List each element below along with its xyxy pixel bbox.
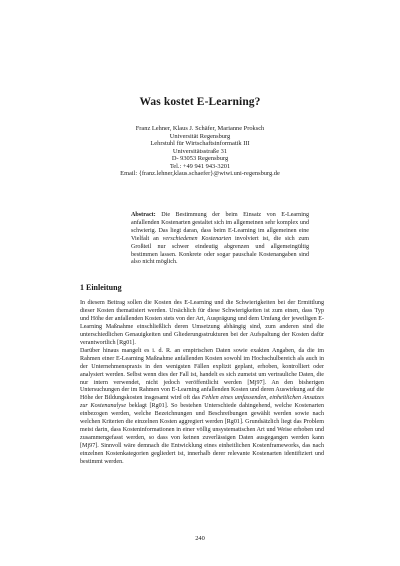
abstract-label: Abstract: (131, 212, 156, 218)
body-text (80, 300, 324, 467)
paragraph-2-emphasis: Fehlen eines umfassenden, einheitlichen Ansatzes zur Kostenanalyse (80, 395, 324, 410)
paragraph-2-start: Darüber hinaus mangelt es i. d. R. an empirischen Daten sowie exakten Angaben, da die im Rahmen einer E-Learning Maßnahme anfallenden Kosten sowohl im Hochschulbereich als auch in der Unternehmenspraxis in den wenigsten Fällen explizit geplant, erhoben, kontrolliert oder analysiert werden. Selbst wenn dies der Fall ist, handelt es sich zumeist um vertrauliche Daten, die nur intern verwendet, nicht jedoch veröffentlicht werden [Mj97]. An den bisherigen Untersuchungen der im Rahmen von E-Learning anfallenden Kosten und deren Auswirkung auf die Höhe der Bildungskosten insgesamt wird oft das (80, 347, 324, 402)
author-block (0, 125, 400, 178)
paper-title: Was kostet E-Learning? (139, 96, 261, 108)
abstract (131, 212, 309, 267)
author-email: Email: {franz.lehner,klaus.schaefer}@wiwi.uni-regensburg.de (120, 170, 280, 177)
author-city: D- 93053 Regensburg (171, 155, 229, 162)
paragraph-2 (80, 348, 324, 467)
abstract-text-start: Die Bestimmung der beim Einsatz von E-Learning anfallenden Kostenarten gestaltet sich im allgemeinen sehr komplex und schwierig. Das liegt daran, dass beim E-Learning im allgemeinen eine Vielfalt an (131, 212, 309, 242)
page-number: 240 (195, 535, 205, 542)
abstract-emphasis: verschiedenen Kostenarten (162, 235, 232, 242)
author-phone: Tel.: +49 941 943-3201 (169, 162, 231, 170)
author-names: Franz Lehner, Klaus J. Schäfer, Marianne Proksch (135, 125, 265, 132)
section-heading: 1 Einleitung (80, 283, 122, 292)
paragraph-2-end: beklagt [Rg01]. So bestehen Unterschiede dahingehend, welche Kostenarten einbezogen werden, welche Bezeichnungen und Beschreibungen gewählt werden sowie nach welchen Kriterien die einzelnen Kosten aggregiert werden [Rg01]. Grundsätzlich liegt das Problem meist darin, dass Kosteninformationen in einer völlig unsystematischen Art und Weise erhoben und zusammengefasst werden, so dass von keinen zuverlässigen Daten ausgegangen werden kann [Mj97]. Sinnvoll wäre demnach die Entwicklung eines einheitlichen Kostenframeworks, das nach einzelnen Kostenkategorien gegliedert ist, innerhalb derer relevante Kostenarten identifiziert und bestimmt werden. (80, 403, 324, 466)
abstract-text-end: involviert ist, die sich zum Großteil nur schwer eindeutig abgrenzen und allgemeingültig bestimmen lassen. Konkrete oder sogar pauschale Kostenangaben sind also nicht möglich. (131, 235, 309, 266)
author-chair: Lehrstuhl für Wirtschaftsinformatik III (150, 140, 250, 147)
author-university: Universität Regensburg (169, 132, 231, 140)
paragraph-1: In diesem Beitrag sollen die Kosten des E-Learning und die Schwierigkeiten bei der Ermittlung dieser Kosten thematisiert werden. Ursächlich für diese Schwierigkeiten ist zum einen, dass Typ und Höhe der anfallenden Kosten stets von der Art, Ausprägung und dem Umfang der jeweiligen E-Learning Maßnahme einschließlich deren Umsetzung abhängig sind, zum anderen sind die unterschiedlichen Genauigkeiten und Gliederungsstrukturen bei der Aufspaltung der Kosten dafür verantwortlich [Rg01]. (80, 300, 324, 346)
author-street: Universitätsstraße 31 (172, 147, 228, 155)
